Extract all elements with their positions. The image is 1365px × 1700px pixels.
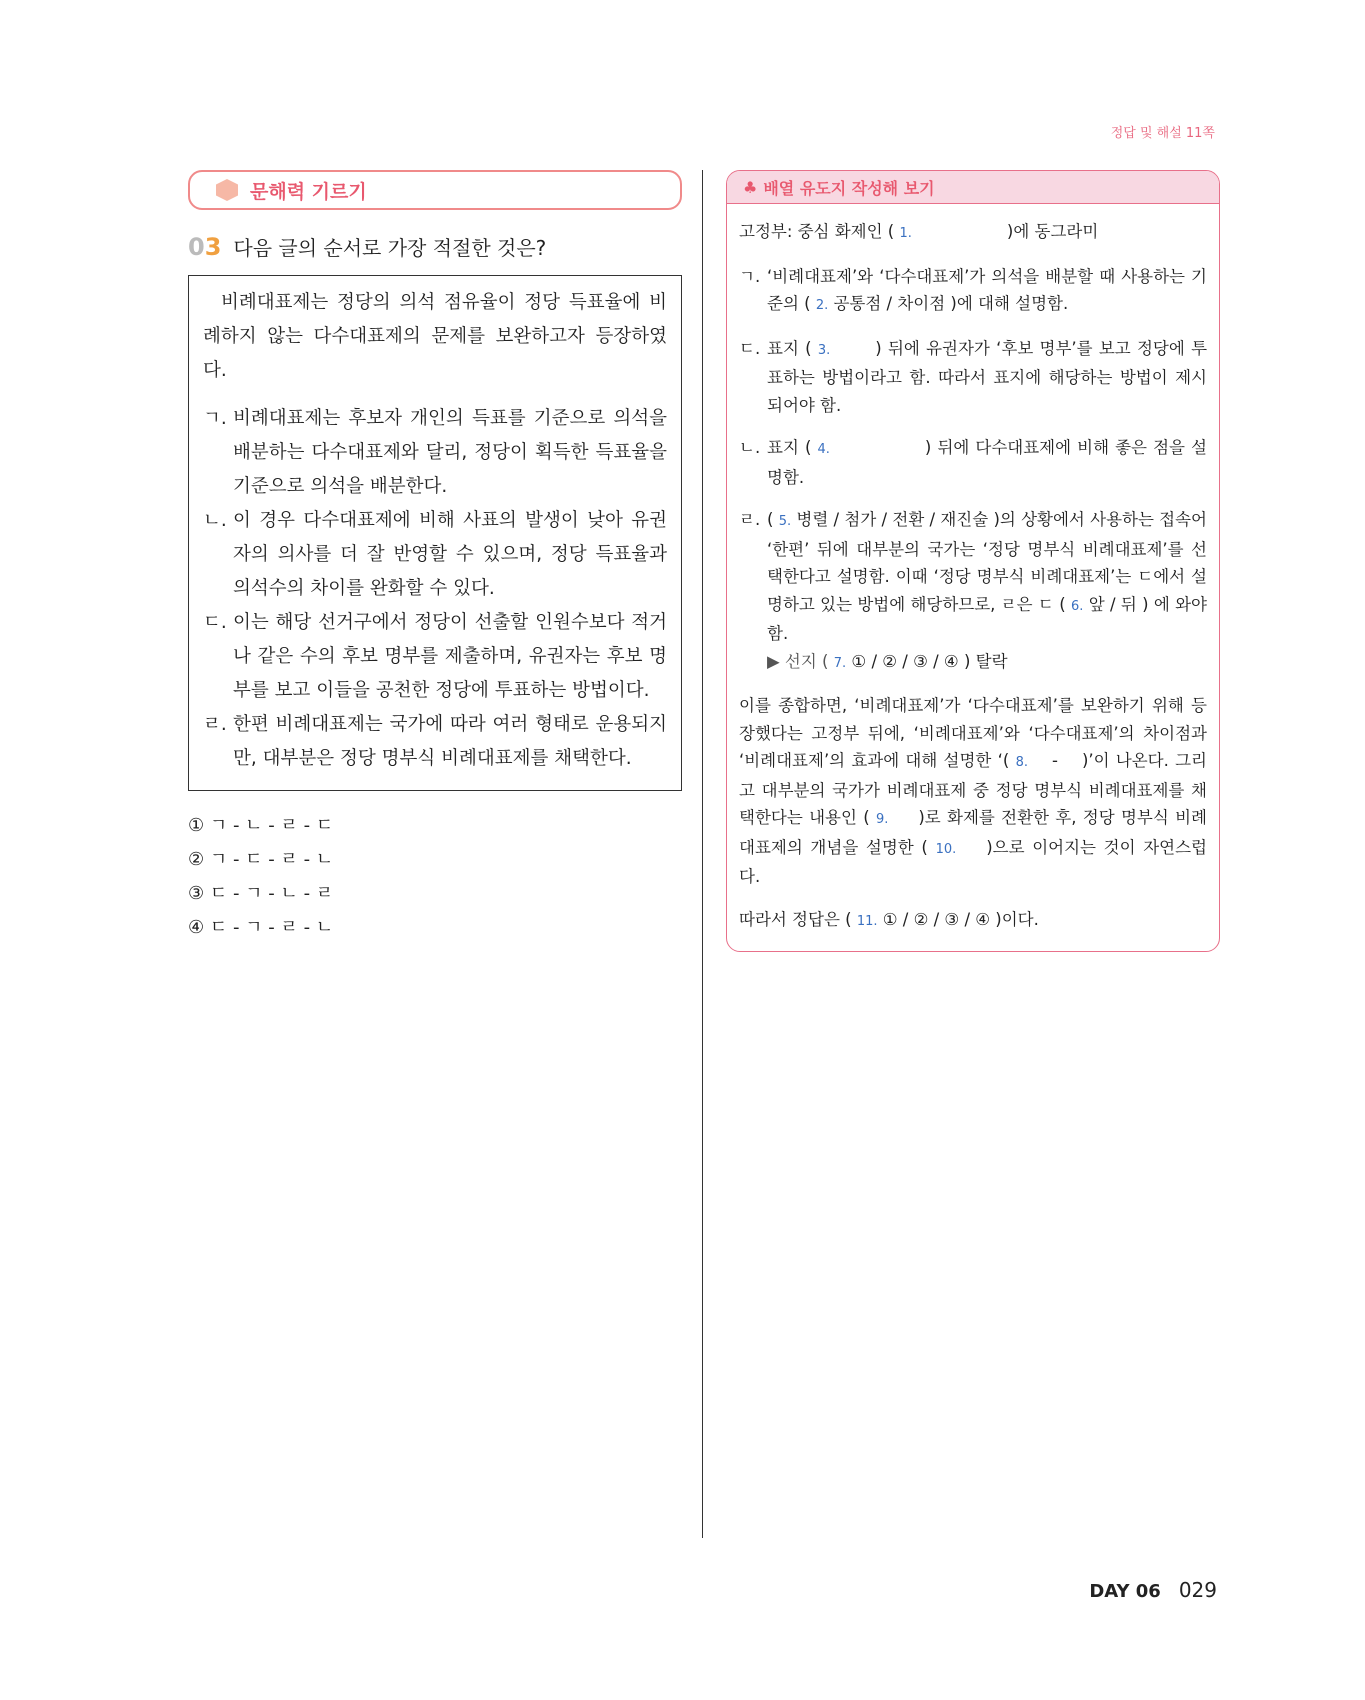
worksheet-item: ㄹ. ( 5. 병렬 / 첨가 / 전환 / 재진술 )의 상황에서 사용하는 접속어 ‘한편’ 뒤에 대부분의 국가는 ‘정당 명부식 비례대표제’를 선택한다고 설명함. 이때 ‘정당 명부식 비례대표제’는 ㄷ에서 설명하고 있는 방법에 해당하므로, ㄹ은 ㄷ ( 6. 앞 / 뒤 ) 에 와야 함. ▶ 선지 ( 7. ① / ② / ③ / ④ ) 탈락 bbox=[739, 510, 1207, 671]
question-number: 03 bbox=[188, 233, 222, 261]
left-column bbox=[188, 170, 682, 945]
section-title: 문해력 기르기 bbox=[250, 180, 367, 203]
column-divider bbox=[702, 170, 703, 1538]
final-answer-line: 따라서 정답은 ( 11. ① / ② / ③ / ④ )이다. bbox=[739, 909, 1039, 929]
passage-intro: 비례대표제는 정당의 의석 점유율이 정당 득표율에 비례하지 않는 다수대표제의 문제를 보완하고자 등장하였다. bbox=[203, 292, 667, 381]
passage-item: ㄹ. 한편 비례대표제는 국가에 따라 여러 형태로 운용되지만, 대부분은 정당 명부식 비례대표제를 채택한다. bbox=[203, 714, 667, 769]
worksheet-title: 배열 유도지 작성해 보기 bbox=[763, 178, 935, 198]
fixed-part-line: 고정부: 중심 화제인 ( 1. )에 동그라미 bbox=[739, 222, 1099, 241]
option-2[interactable]: ② ㄱ - ㄷ - ㄹ - ㄴ bbox=[188, 849, 334, 870]
cube-icon bbox=[216, 179, 238, 201]
passage-item: ㄷ. 이는 해당 선거구에서 정당이 선출할 인원수보다 적거나 같은 수의 후보 명부를 제출하며, 유권자는 후보 명부를 보고 이들을 공천한 정당에 투표하는 방법이다. bbox=[203, 612, 667, 701]
option-1[interactable]: ① ㄱ - ㄴ - ㄹ - ㄷ bbox=[188, 815, 334, 836]
page-footer bbox=[1089, 1578, 1217, 1602]
question bbox=[188, 232, 682, 261]
passage-item: ㄴ. 이 경우 다수대표제에 비해 사표의 발생이 낮아 유권자의 의사를 더 잘 반영할 수 있으며, 정당 득표율과 의석수의 차이를 완화할 수 있다. bbox=[203, 510, 667, 599]
worksheet-header bbox=[727, 171, 1219, 204]
club-icon: ♣ bbox=[743, 177, 758, 197]
answer-options bbox=[188, 809, 682, 945]
passage-box bbox=[188, 275, 682, 791]
worksheet-item: ㄱ. ‘비례대표제’와 ‘다수대표제’가 의석을 배분할 때 사용하는 기준의 ( 2. 공통점 / 차이점 )에 대해 설명함. bbox=[739, 266, 1207, 313]
worksheet-item: ㄴ. 표지 ( 4. ) 뒤에 다수대표제에 비해 좋은 점을 설명함. bbox=[739, 438, 1207, 487]
worksheet-item: ㄷ. 표지 ( 3. ) 뒤에 유권자가 ‘후보 명부’를 보고 정당에 투표하는 방법이라고 함. 따라서 표지에 해당하는 방법이 제시되어야 함. bbox=[739, 338, 1208, 415]
day-label: DAY 06 bbox=[1089, 1581, 1161, 1602]
option-4[interactable]: ④ ㄷ - ㄱ - ㄹ - ㄴ bbox=[188, 917, 334, 938]
page-number: 029 bbox=[1178, 1578, 1217, 1602]
question-text: 다음 글의 순서로 가장 적절한 것은? bbox=[233, 236, 547, 260]
summary-paragraph: 이를 종합하면, ‘비례대표제’가 ‘다수대표제’를 보완하기 위해 등장했다는 고정부 뒤에, ‘비례대표제’와 ‘다수대표제’의 차이점과 ‘비례대표제’의 효과에 대해 설명한 ‘( 8. - )’이 나온다. 그리고 대부분의 국가가 비례대표제 중 정당 명부식 비례대표제를 채택한다는 내용인 ( 9. )로 화제를 전환한 후, 정당 명부식 비례대표제의 개념을 설명한 ( 10. )으로 이어지는 것이 자연스럽다. bbox=[739, 696, 1207, 886]
worksheet-panel bbox=[726, 170, 1220, 952]
passage-item: ㄱ. 비례대표제는 후보자 개인의 득표를 기준으로 의석을 배분하는 다수대표제와 달리, 정당이 획득한 득표율을 기준으로 의석을 배분한다. bbox=[203, 408, 667, 497]
section-header bbox=[188, 170, 682, 210]
answer-reference: 정답 및 해설 11쪽 bbox=[1110, 126, 1215, 141]
option-3[interactable]: ③ ㄷ - ㄱ - ㄴ - ㄹ bbox=[188, 883, 334, 904]
